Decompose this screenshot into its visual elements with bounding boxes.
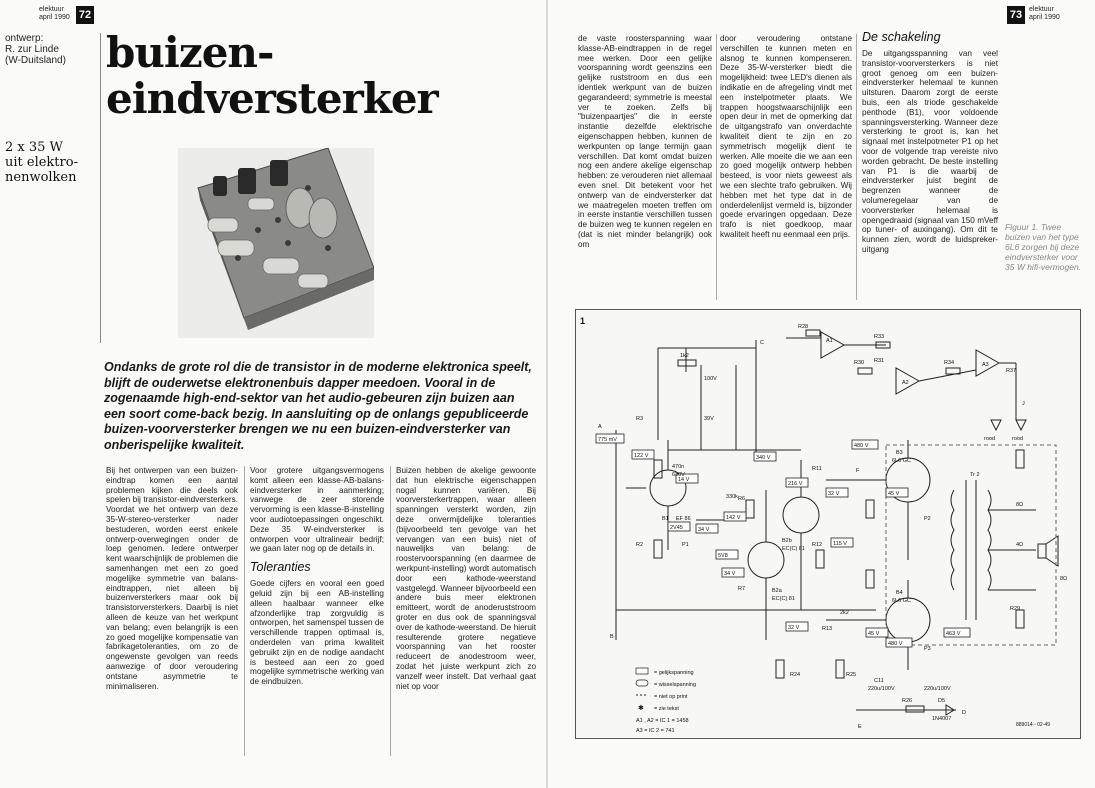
- svg-text:✱: ✱: [638, 705, 644, 712]
- label-c11: C11: [874, 678, 884, 684]
- label-5v8: 5V8: [718, 553, 728, 559]
- label-b3-type: 6L6 GC: [892, 458, 911, 464]
- label-node-c: C: [760, 340, 764, 346]
- label-r31: R31: [874, 358, 885, 364]
- label-r3: R3: [636, 416, 644, 422]
- label-8ohm: 8Ω: [1016, 502, 1024, 508]
- column-rule: [716, 34, 717, 300]
- label-39v: 39V: [704, 416, 714, 422]
- label-r37: R37: [1006, 368, 1017, 374]
- figure-caption: Figuur 1. Twee buizen van het type 6L6 zorgen bij deze eindversterker voor 35 W hifi-vermogen.: [1005, 222, 1082, 272]
- label-r11: R11: [812, 466, 822, 472]
- body-column-3: [396, 466, 536, 691]
- label-b2a-type: EC(C) 81: [772, 596, 795, 602]
- section-heading-schakeling: De schakeling: [862, 30, 941, 44]
- label-r28: R28: [798, 324, 809, 330]
- section-heading-toleranties: Toleranties: [250, 560, 311, 575]
- label-216v: 216 V: [788, 481, 803, 487]
- body-text: Voor grotere uitgangsvermogens komt alleen een klasse-AB-balans-eindversterker in aanmerking; vanwege de zeer storende vervorming is een klasse-B-instelling voor audiotoepassingen ongeschikt. Deze 35 W-eindversterker is ontworpen voor ultralineair bedrijf; we gaan later nog op de details in.: [250, 466, 384, 554]
- legend-ac: = wisselspanning: [654, 682, 697, 688]
- label-r24: R24: [790, 672, 801, 678]
- column-rule: [244, 466, 245, 756]
- magazine-name: elektuur: [39, 6, 64, 13]
- label-r13: R13: [822, 626, 833, 632]
- body-column-2: [250, 466, 384, 687]
- label-node-d: D: [962, 710, 966, 716]
- legend-dc: = gelijkspanning: [654, 670, 694, 676]
- legend-see-text: = zie tekst: [654, 706, 679, 712]
- left-header: [39, 6, 70, 22]
- label-32v: 32 V: [828, 491, 840, 497]
- credit-line: (W-Duitsland): [5, 55, 66, 66]
- label-a3: A3: [982, 362, 989, 368]
- label-r26: R26: [902, 698, 913, 704]
- title-line: eindversterker: [106, 74, 438, 123]
- lead-paragraph: Ondanks de grote rol die de transistor in de moderne elektronica speelt, blijft de ouderwetse elektronenbuis dapper meedoen. Vooral in de zogenaamde high-end-sektor van het audio-gebeuren zijn buizen aan een soort come-back bezig. In aansluiting op de onlangs gepubliceerde buizen-voorversterker brengen we nu een buizen-eindversterker van onberispelijke kwaliteit.: [104, 360, 532, 452]
- label-340v: 340 V: [756, 455, 771, 461]
- subtitle-line: 2 x 35 W: [5, 140, 63, 155]
- label-b2b: B2b: [782, 538, 792, 544]
- label-32v-b: 32 V: [788, 625, 800, 631]
- label-b4-type: 6L6 GC: [892, 598, 911, 604]
- label-b4: B4: [896, 590, 903, 596]
- label-led-red: rood: [984, 436, 996, 442]
- legend-ic2: A3 = IC 2 = 741: [636, 728, 675, 734]
- label-r12: R12: [812, 542, 823, 548]
- body-text: Goede cijfers en vooral een goed geluid zijn bij een AB-instelling alleen haalbaar wanneer elke afzonderlijke trap zorgvuldig is ontworpen, het samenspel tussen de verschillende trappen optimaal is, onderdelen van prima kwaliteit gebruikt zijn en de nodige aandacht is besteed aan een zo goed mogelijke symmetrische werking van de eindbuizen.: [250, 579, 384, 687]
- column-rule: [856, 34, 857, 300]
- label-c11-value: 220u/100V: [868, 686, 895, 692]
- body-text: Bij het ontwerpen van een buizen-eindtrap komen een aantal problemen kijken die deels ook spelen bij transistor-eindversterkers. Voordat we het ontwerp van deze 35-W-stereo-versterker nader bestuderen, worden eerst enkele ontwerp-overwegingen onder de loep genomen. Iedere ontwerper kent waarschijnlijk de problemen die samenhangen met een zo goed mogelijke symmetrie van balans-eindtrappen, niet alleen bij buizenversterkers maar ook bij transistorversterkers. Daarbij is niet alleen de keuze van het werkpunt van belang; even belangrijk is een zo goed mogelijke kompensatie van fabrikagetoleranties, om zo de ongewenste gevolgen van reeds aanwezige of door veroudering ontstane asymmetrie te minimaliseren.: [106, 466, 238, 691]
- label-480v: 480 V: [854, 443, 869, 449]
- body-text: de vaste roosterspanning waar klasse-AB-eindtrappen in de regel mee werken. Door een gelijke voorspanning wordt geenszins een gelijke ruststroom en dus een identiek werkpunt van de buizen gegarandeerd; symmetrie is meestal ver te zoeken. Zelfs bij "buizenpaartjes" die in eerste instantie dezelfde elektrische eigenschappen hebben, kunnen de werkpunten op lange termijn gaan verschillen. Dat komt omdat buizen nog een andere akelige eigenschap hebben: ze verouderen niet allemaal even snel. Dit betekent voor het ontwerp van de eindversterker dat we maatregelen moeten treffen om in eerste instantie verschillen tussen de buizen weg te kunnen regelen en (dat is niet minder belangrijk) ook om: [578, 34, 712, 249]
- body-column-5: [720, 34, 852, 240]
- label-r25: R25: [846, 672, 857, 678]
- label-node-b: B: [610, 634, 614, 640]
- body-text: De uitgangsspanning van veel transistor-voorversterkers is niet groot genoeg om een buizen-eindversterker helemaal te kunnen uitsturen. Daarom zorgt de eerste buis, een als triode geschakelde penthode (B1), voor voldoende spanningsversterking. Wanneer deze versterking te groot is, kan het signaal met instelpotmeter P1 op het voor de volgende trap vereiste nivo worden gebracht. De beste instelling van P1 is die waarbij de eindversterker juist begint de begrenzen wanneer de volumeregelaar van de voorversterker helemaal is opengedraaid (signaal van 150 mVeff op tuner- of auxingang). Om dit te kunnen zien, wordt de luidspreker-uitgang: [862, 49, 998, 254]
- title-line: buizen-: [106, 28, 274, 77]
- label-c10-value: 220u/100V: [924, 686, 951, 692]
- label-8ohm-b: 8Ω: [1060, 576, 1068, 582]
- label-4ohm: 4Ω: [1016, 542, 1024, 548]
- label-r7: R7: [738, 586, 746, 592]
- article-subtitle: [5, 140, 78, 185]
- label-led-red-2: rood: [1012, 436, 1024, 442]
- label-r6: R6: [738, 496, 746, 502]
- label-node-e: E: [858, 724, 862, 730]
- legend-ic1: A1 , A2 = IC 1 = 1458: [636, 718, 689, 724]
- label-775mv: 775 mV: [598, 437, 617, 443]
- label-2v45: 2V45: [670, 525, 683, 531]
- body-column-6: [862, 30, 998, 255]
- page-number-right: 73: [1007, 6, 1025, 24]
- label-630v: 630V: [672, 472, 685, 478]
- page-gutter: [546, 0, 548, 788]
- label-v2: P2: [924, 516, 931, 522]
- label-b3: B3: [896, 450, 903, 456]
- credit-line: ontwerp:: [5, 33, 44, 44]
- label-2k2: 2k2: [840, 610, 849, 616]
- article-title: [106, 30, 438, 122]
- label-142v: 142 V: [726, 515, 741, 521]
- issue-date: april 1990: [39, 14, 70, 21]
- label-r33: R33: [874, 334, 885, 340]
- legend-not-on-pcb: = niet op print: [654, 694, 688, 700]
- label-b1-type: EF 86: [676, 516, 691, 522]
- label-node-j: J: [1022, 401, 1025, 407]
- schematic-diagram: [576, 310, 1080, 738]
- label-r34: R34: [944, 360, 955, 366]
- label-1n4007: 1N4007: [932, 716, 952, 722]
- right-header: [1029, 6, 1060, 22]
- figure-code: 889014 - 02-49: [1016, 722, 1050, 728]
- body-text: door veroudering ontstane verschillen te kunnen meten en alsnog te kunnen kompenseren. Deze 35-W-versterker biedt die mogelijkheid: twee LED's dienen als indikatie en de afregeling vindt met een instelpotmeter plaats. We trappen hoogstwaarschijnlijk een open deur in met de opmerking dat de uitgangstrafo van onverdachte kwaliteit dient te zijn en zo symmetrisch mogelijk dient te werken. Alle moeite die we aan een zo goed mogelijk ontwerp hebben besteed, is voor niets geweest als we een slechte trafo gebruiken. Wij hebben met het type dat in de onderdelenlijst vermeld is, bijzonder goede ervaringen opgedaan. Deze trafo is niet goedkoop, maar kwaliteit heeft nu eenmaal een prijs.: [720, 34, 852, 239]
- label-node-f: F: [856, 468, 860, 474]
- label-a2: A2: [902, 380, 909, 386]
- column-rule: [390, 466, 391, 756]
- body-column-4: [578, 34, 712, 250]
- label-1k2: 1k2: [680, 353, 689, 359]
- label-b2b-type: EC(C) 81: [782, 546, 805, 552]
- subtitle-line: uit elektro-: [5, 155, 78, 170]
- label-14v: 14 V: [678, 477, 690, 483]
- label-node-a: A: [598, 424, 602, 430]
- credit-line: R. zur Linde: [5, 44, 59, 55]
- label-r29: R29: [1010, 606, 1021, 612]
- schematic-figure: [575, 309, 1081, 739]
- label-p1: P1: [682, 542, 689, 548]
- label-463v: 463 V: [946, 631, 961, 637]
- label-b2a: B2a: [772, 588, 782, 594]
- label-115v: 115 V: [833, 541, 847, 547]
- label-122v: 122 V: [634, 453, 649, 459]
- label-b1: B1: [662, 516, 669, 522]
- label-470n: 470n: [672, 464, 685, 470]
- issue-date: april 1990: [1029, 14, 1060, 21]
- label-34v-b: 34 V: [724, 571, 736, 577]
- label-r30: R30: [854, 360, 865, 366]
- amplifier-photo: [178, 148, 374, 338]
- body-text: Buizen hebben de akelige gewoonte dat hun elektrische eigenschappen nogal kunnen variëren. Bij voorversterkertrappen, waar alleen spanningen versterkt worden, zijn deze onvermijdelijke toleranties (bijvoorbeeld ten gevolge van het vervangen van een buis) niet of nauwelijks van belang: de roostervoorspanning (en daarmee de werkpunt-instelling) wordt automatisch door een kathode-weerstand vastgelegd. Wanneer bijvoorbeeld een andere buis meer elektronen emitteert, wordt de anoderuststroom groter en dus ook de spanningsval over de kathode-weerstand. De hieruit resulterende grotere negatieve voorspanning van het rooster reduceert de anodestroom weer, zodat het juiste werkpunt zich zo vanzelf weer instelt. Dat verhaal gaat niet op voor: [396, 466, 536, 691]
- label-r2: R2: [636, 542, 644, 548]
- magazine-name: elektuur: [1029, 6, 1054, 13]
- label-45v: 45 V: [888, 491, 900, 497]
- page-number-left: 72: [76, 6, 94, 24]
- label-v3: P3: [924, 646, 931, 652]
- label-330k: 330k: [726, 494, 738, 500]
- label-tr2: Tr 2: [970, 472, 980, 478]
- body-column-1: [106, 466, 238, 691]
- design-credit: [5, 33, 66, 66]
- subtitle-line: nenwolken: [5, 170, 77, 185]
- label-d5: D5: [938, 698, 946, 704]
- title-rule: [100, 33, 101, 343]
- label-34v: 34 V: [698, 527, 710, 533]
- label-100v: 100V: [704, 376, 717, 382]
- label-45v-b: 45 V: [868, 631, 880, 637]
- figure-number: 1: [580, 316, 586, 326]
- label-480v-b: 480 V: [888, 641, 903, 647]
- label-a1: A1: [826, 338, 833, 344]
